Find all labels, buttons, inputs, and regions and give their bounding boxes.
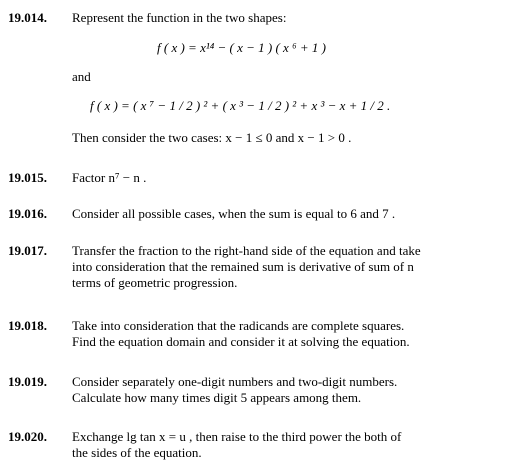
problem-line: the sides of the equation. bbox=[72, 445, 202, 460]
problem-intro: Represent the function in the two shapes: bbox=[72, 10, 287, 25]
problem-line: Transfer the fraction to the right-hand side of the equation and take bbox=[72, 243, 421, 258]
problem-line: Calculate how many times digit 5 appears among them. bbox=[72, 390, 362, 405]
problem-number: 19.014. bbox=[8, 10, 47, 25]
problem-line: Exchange lg tan x = u , then raise to the third power the both of bbox=[72, 429, 402, 444]
problem-body bbox=[72, 429, 502, 461]
problem-number: 19.015. bbox=[8, 170, 47, 185]
problem-body bbox=[72, 243, 502, 291]
problem-number: 19.016. bbox=[8, 206, 47, 221]
problem-line: into consideration that the remained sum is derivative of sum of n bbox=[72, 259, 414, 274]
problem-body bbox=[72, 206, 502, 222]
problem-number: 19.018. bbox=[8, 318, 47, 333]
problem-line: Find the equation domain and consider it at solving the equation. bbox=[72, 334, 410, 349]
formula-second-shape: f ( x ) = ( x ⁷ − 1 / 2 ) ² + ( x ³ − 1 / 2 ) ² + x ³ − x + 1 / 2 . bbox=[90, 98, 391, 113]
problem-text: Factor n⁷ − n . bbox=[72, 170, 147, 185]
problem-line: Consider separately one-digit numbers and two-digit numbers. bbox=[72, 374, 398, 389]
problem-text: Consider all possible cases, when the sum is equal to 6 and 7 . bbox=[72, 206, 396, 221]
problem-number: 19.019. bbox=[8, 374, 47, 389]
problem-number: 19.020. bbox=[8, 429, 47, 444]
problem-body bbox=[72, 170, 502, 186]
problem-outro: Then consider the two cases: x − 1 ≤ 0 and x − 1 > 0 . bbox=[72, 130, 352, 145]
formula-first-shape: f ( x ) = x¹⁴ − ( x − 1 ) ( x ⁶ + 1 ) bbox=[157, 40, 326, 55]
problem-line: Take into consideration that the radicands are complete squares. bbox=[72, 318, 405, 333]
problem-body bbox=[72, 318, 502, 350]
problem-number: 19.017. bbox=[8, 243, 47, 258]
formula-connector: and bbox=[72, 69, 91, 84]
problem-body bbox=[72, 10, 502, 26]
problem-line: terms of geometric progression. bbox=[72, 275, 238, 290]
problem-body bbox=[72, 374, 502, 406]
